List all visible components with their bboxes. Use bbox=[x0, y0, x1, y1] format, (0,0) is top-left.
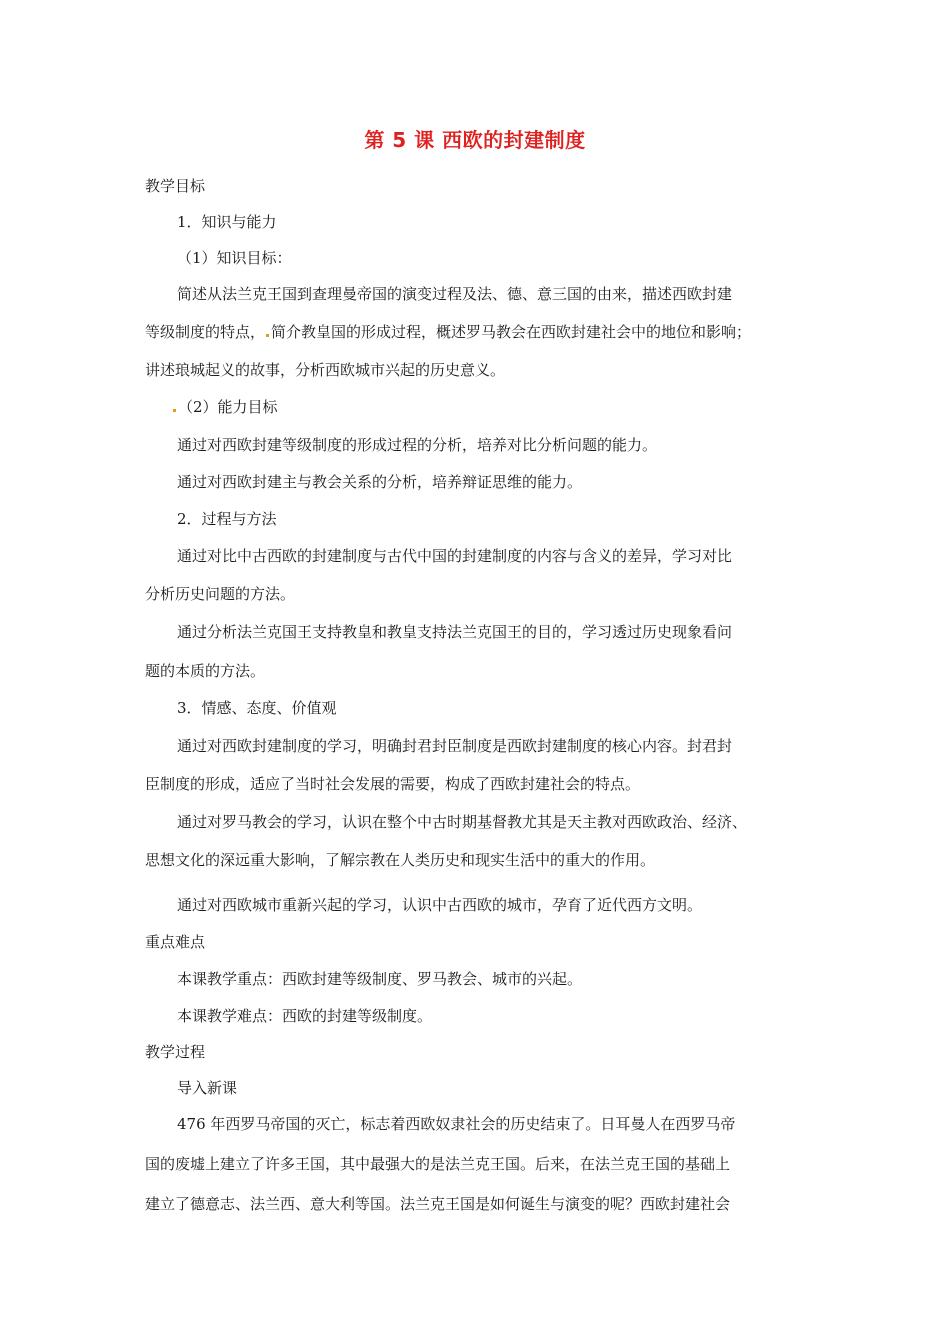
mark-dot-icon bbox=[266, 334, 269, 337]
paragraph-line: 通过对西欧封建主与教会关系的分析，培养辩证思维的能力。 bbox=[177, 473, 583, 491]
section-heading-key-points: 重点难点 bbox=[145, 933, 206, 951]
paragraph-line: 通过对西欧封建制度的学习，明确封君封臣制度是西欧封建制度的核心内容。封君封 bbox=[177, 737, 733, 755]
paragraph-line: 国的废墟上建立了许多王国，其中最强大的是法兰克王国。后来，在法兰克王国的基础上 bbox=[145, 1155, 731, 1173]
paragraph-line: 通过对西欧封建等级制度的形成过程的分析，培养对比分析问题的能力。 bbox=[177, 436, 658, 454]
heading-ability-goals bbox=[172, 397, 278, 417]
heading-knowledge-ability: 1．知识与能力 bbox=[177, 213, 277, 231]
paragraph-line: 通过对比中古西欧的封建制度与古代中国的封建制度的内容与含义的差异，学习对比 bbox=[177, 547, 733, 565]
section-heading-teaching-goals: 教学目标 bbox=[145, 177, 206, 195]
paragraph-line: 分析历史问题的方法。 bbox=[145, 585, 296, 603]
paragraph-line: 臣制度的形成，适应了当时社会发展的需要，构成了西欧封建社会的特点。 bbox=[145, 775, 641, 793]
heading-intro: 导入新课 bbox=[177, 1079, 238, 1097]
heading-process-method: 2．过程与方法 bbox=[177, 510, 277, 528]
paragraph-line: 通过对罗马教会的学习，认识在整个中古时期基督教尤其是天主教对西欧政治、经济、 bbox=[177, 813, 748, 831]
mark-dot-icon bbox=[173, 409, 176, 412]
paragraph-line: 题的本质的方法。 bbox=[145, 662, 266, 680]
paragraph-line bbox=[145, 322, 751, 342]
paragraph-line: 讲述琅城起义的故事，分析西欧城市兴起的历史意义。 bbox=[145, 361, 506, 379]
key-difficulty: 本课教学难点：西欧的封建等级制度。 bbox=[177, 1007, 433, 1025]
paragraph-line: 简述从法兰克王国到查理曼帝国的演变过程及法、德、意三国的由来，描述西欧封建 bbox=[177, 285, 733, 303]
page-title: 第 5 课 西欧的封建制度 bbox=[364, 128, 586, 152]
paragraph-line: 通过对西欧城市重新兴起的学习，认识中古西欧的城市，孕育了近代西方文明。 bbox=[177, 896, 703, 914]
paragraph-line: 476 年西罗马帝国的灭亡，标志着西欧奴隶社会的历史结束了。日耳曼人在西罗马帝 bbox=[177, 1115, 736, 1133]
paragraph-line: 建立了德意志、法兰西、意大利等国。法兰克王国是如何诞生与演变的呢？西欧封建社会 bbox=[145, 1195, 731, 1213]
text-segment: 等级制度的特点， bbox=[145, 323, 266, 341]
heading-knowledge-goals: （1）知识目标： bbox=[177, 249, 292, 267]
text-segment: （2）能力目标 bbox=[178, 398, 278, 416]
text-segment: 简介教皇国的形成过程，概述罗马教会在西欧封建社会中的地位和影响； bbox=[271, 323, 752, 341]
paragraph-line: 思想文化的深远重大影响，了解宗教在人类历史和现实生活中的重大的作用。 bbox=[145, 851, 656, 869]
heading-emotion-values: 3．情感、态度、价值观 bbox=[177, 699, 337, 717]
key-focus: 本课教学重点：西欧封建等级制度、罗马教会、城市的兴起。 bbox=[177, 970, 583, 988]
section-heading-teaching-process: 教学过程 bbox=[145, 1043, 206, 1061]
paragraph-line: 通过分析法兰克国王支持教皇和教皇支持法兰克国王的目的，学习透过历史现象看问 bbox=[177, 623, 733, 641]
